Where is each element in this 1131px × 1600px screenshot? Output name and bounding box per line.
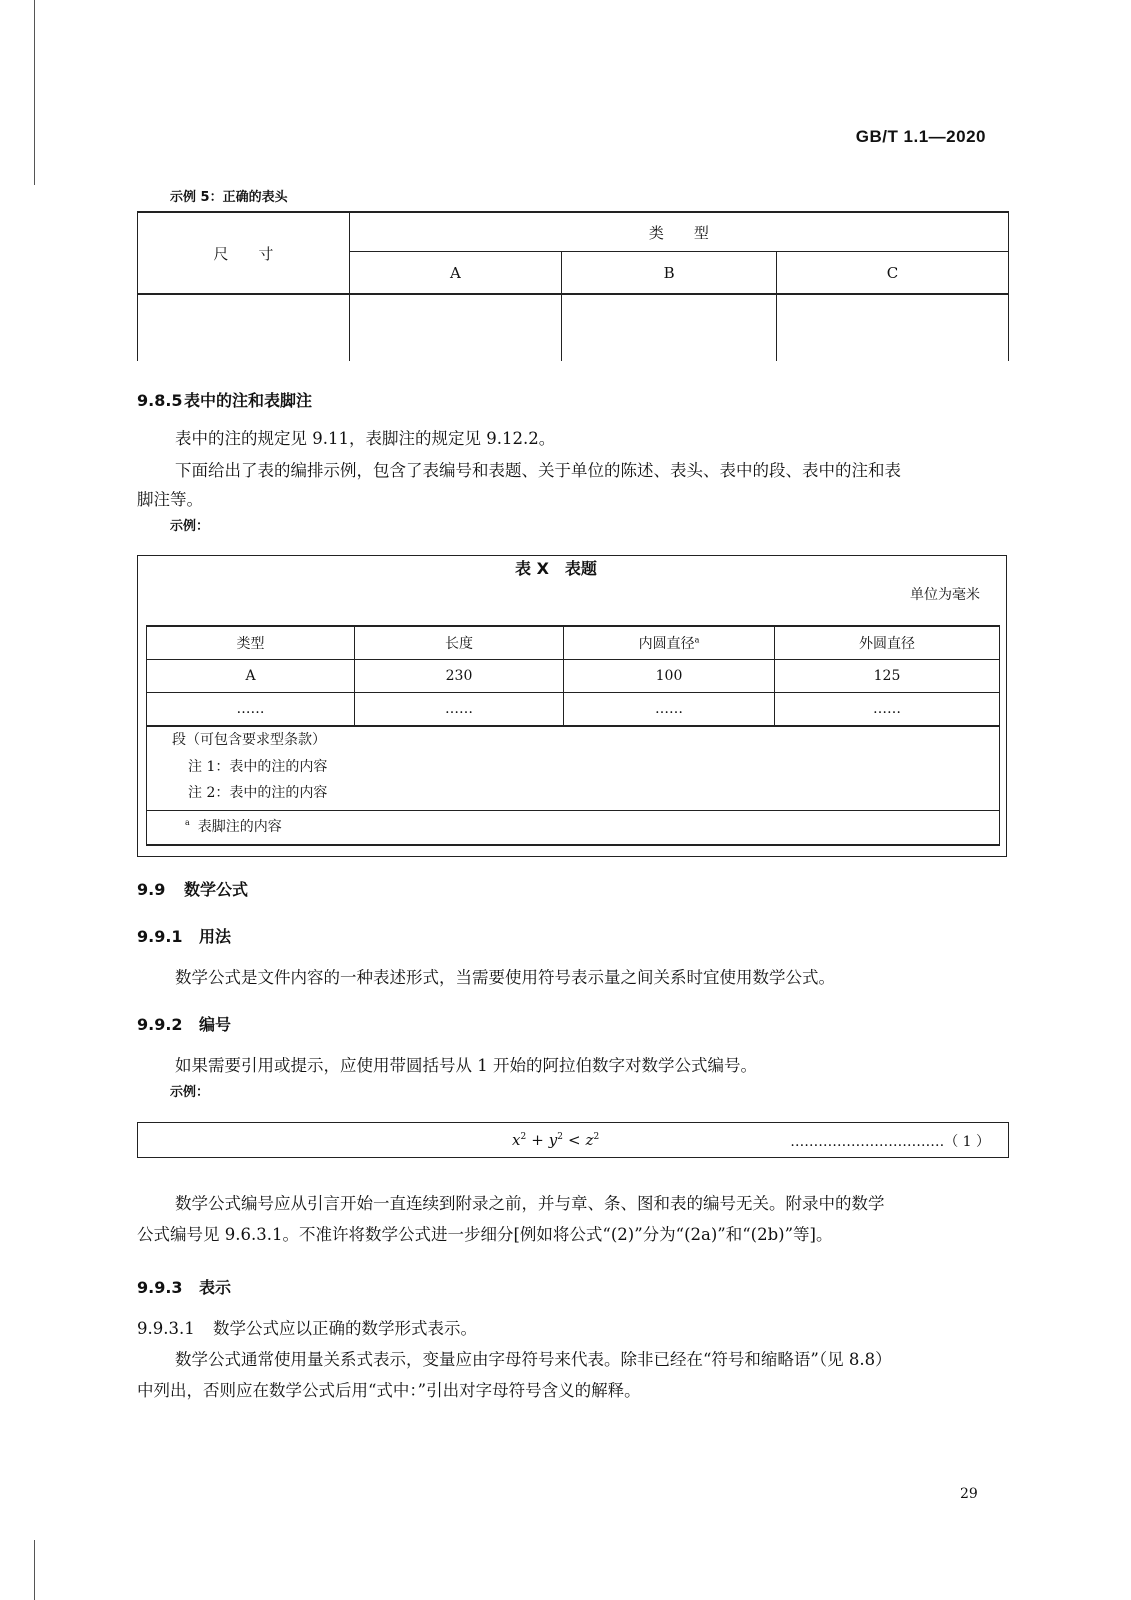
formula-exponent: 2 (593, 1132, 600, 1142)
paragraph-line: 数学公式通常使用量关系式表示，变量应由字母符号来代表。除非已经在“符号和缩略语”（见 8.8） (175, 1350, 892, 1369)
section-number: 9.9.3 (137, 1278, 183, 1297)
example-label: 示例 5：正确的表头 (170, 190, 288, 205)
body-cell (349, 294, 562, 361)
table-cell: …… (355, 693, 564, 727)
table-cell: A (147, 660, 355, 693)
formula-number: ……………………………（ 1 ） (790, 1134, 990, 1150)
section-number: 9.9 (137, 880, 166, 899)
section-heading-9-9-1 (137, 924, 231, 947)
body-cell (138, 294, 350, 361)
footnote-separator (147, 810, 999, 811)
section-heading-9-9-2 (137, 1012, 231, 1035)
formula-operator: < (568, 1131, 581, 1149)
paragraph: 表中的注的规定见 9.11，表脚注的规定见 9.12.2。 (175, 429, 556, 448)
footnote-marker: a (185, 818, 190, 828)
header-text: 内圆直径 (638, 636, 695, 652)
formula-var-y: y (548, 1131, 558, 1149)
paragraph-line: 下面给出了表的编排示例，包含了表编号和表题、关于单位的陈述、表头、表中的段、表中的注和表 (175, 461, 901, 480)
section-heading-9-9 (137, 877, 248, 900)
formula-box (137, 1122, 1009, 1158)
body-cell (776, 294, 1008, 361)
page-number: 29 (960, 1486, 978, 1502)
paragraph: 数学公式是文件内容的一种表述形式，当需要使用符号表示量之间关系时宜使用数学公式。 (175, 968, 835, 987)
section-number: 9.9.2 (137, 1015, 183, 1034)
header-type-label: 类 型 (648, 223, 709, 242)
section-title: 用法 (199, 927, 232, 946)
section-title: 表示 (199, 1278, 232, 1297)
section-title: 编号 (199, 1015, 232, 1034)
header-size-label: 尺 寸 (213, 244, 274, 263)
table-cell: …… (775, 693, 1000, 727)
formula-exponent: 2 (520, 1132, 527, 1142)
footnote-marker: a (694, 635, 700, 645)
scan-edge-line (34, 1540, 35, 1600)
table-cell: …… (147, 693, 355, 727)
subsection-number: 9.9.3.1 (137, 1319, 195, 1338)
table-header-cell: 类型 (147, 626, 355, 660)
paragraph: 如果需要引用或提示，应使用带圆括号从 1 开始的阿拉伯数字对数学公式编号。 (175, 1056, 757, 1075)
paragraph-line: 中列出，否则应在数学公式后用“式中：”引出对字母符号含义的解释。 (137, 1381, 641, 1400)
paragraph-line: 公式编号见 9.6.3.1。不准许将数学公式进一步细分[例如将公式“(2)”分为“(2a)”和“(2b)”等]。 (137, 1225, 833, 1244)
unit-statement: 单位为毫米 (910, 587, 980, 603)
table-cell: 100 (564, 660, 775, 693)
paragraph-line: 脚注等。 (137, 490, 203, 509)
table-notes-area (146, 724, 1000, 846)
example-label: 示例： (170, 519, 210, 534)
header-cell-type-a: A (349, 252, 562, 294)
body-cell (562, 294, 777, 361)
section-heading-9-9-3 (137, 1275, 231, 1298)
section-title: 数学公式 (184, 880, 249, 899)
table-cell: 125 (775, 660, 1000, 693)
table-header-cell (564, 626, 775, 660)
table-header-cell: 外圆直径 (775, 626, 1000, 660)
formula (512, 1131, 599, 1149)
paragraph-line: 数学公式编号应从引言开始一直连续到附录之前，并与章、条、图和表的编号无关。附录中的数学 (175, 1194, 885, 1213)
subsection-9-9-3-1 (137, 1313, 477, 1344)
formula-var-x: x (512, 1131, 521, 1149)
header-cell-type (349, 212, 1008, 252)
formula-var-z: z (585, 1131, 594, 1149)
table-title: 表 X 表题 (515, 559, 597, 578)
formula-operator: + (531, 1131, 544, 1149)
scan-edge-line (34, 0, 35, 185)
footnote-text: 表脚注的内容 (197, 819, 282, 835)
formula-exponent: 2 (557, 1132, 563, 1142)
header-cell-type-b: B (562, 252, 777, 294)
sample-table (146, 625, 1000, 727)
table-note: 注 1：表中的注的内容 (188, 759, 328, 775)
subsection-text: 数学公式应以正确的数学形式表示。 (213, 1319, 477, 1338)
example-label: 示例： (170, 1085, 210, 1100)
correct-header-table (137, 211, 1009, 361)
section-number: 9.9.1 (137, 927, 183, 946)
table-paragraph: 段（可包含要求型条款） (172, 732, 326, 748)
table-footnote (185, 816, 282, 836)
section-title: 表中的注和表脚注 (184, 391, 313, 410)
table-header-cell: 长度 (355, 626, 564, 660)
header-cell-type-c: C (776, 252, 1008, 294)
table-cell: 230 (355, 660, 564, 693)
header-cell-size (138, 212, 350, 294)
table-note: 注 2：表中的注的内容 (188, 785, 328, 801)
section-heading-9-8-5 (137, 388, 312, 411)
table-cell: …… (564, 693, 775, 727)
section-number: 9.8.5 (137, 391, 183, 410)
standard-number: GB/T 1.1—2020 (855, 127, 986, 146)
